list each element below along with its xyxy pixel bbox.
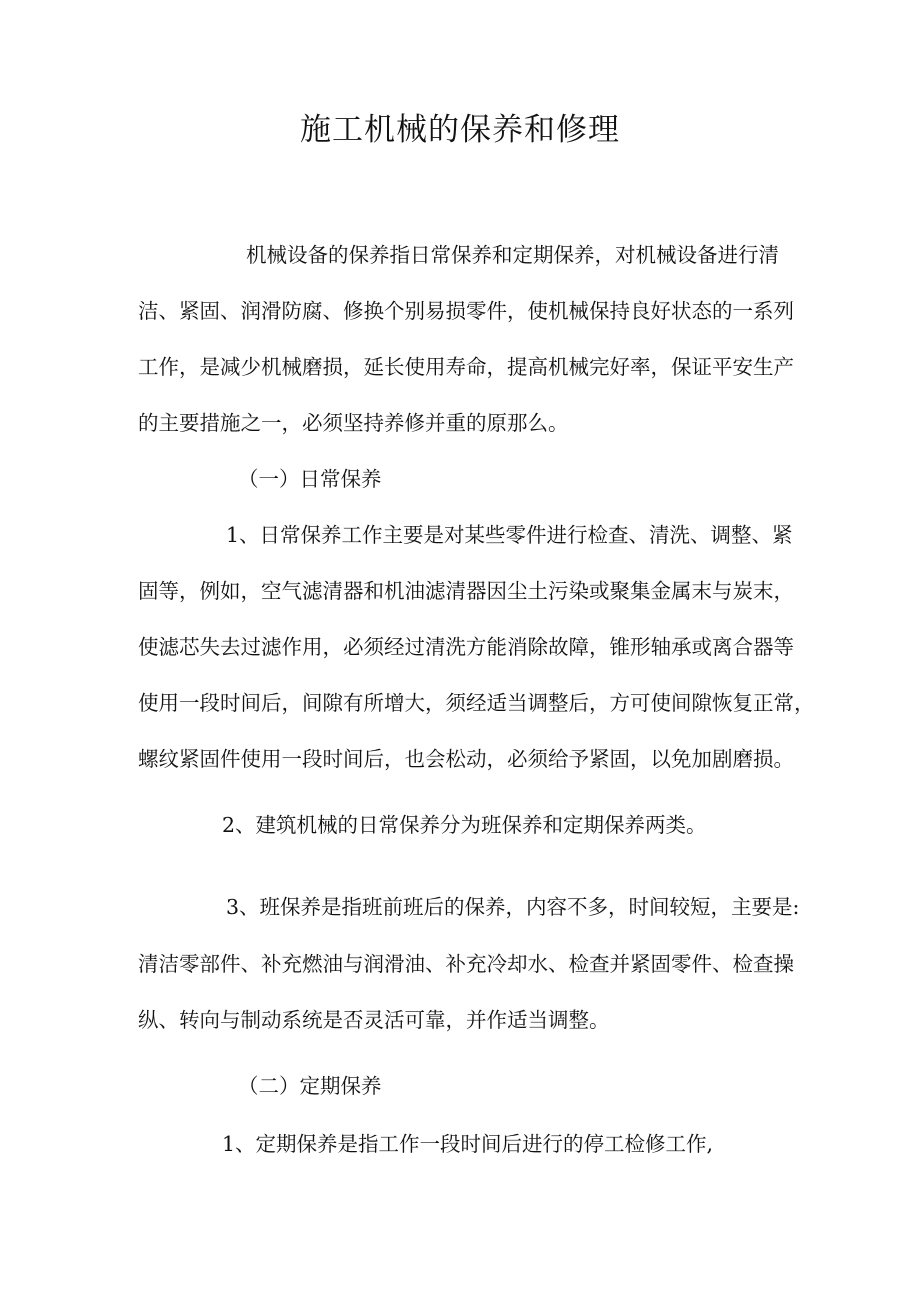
section1-item1-line-3: 使滤芯失去过滤作用，必须经过清洗方能消除故障，锥形轴承或离合器等 bbox=[138, 635, 794, 659]
intro-line-1: 机械设备的保养指日常保养和定期保养，对机械设备进行清 bbox=[246, 243, 779, 267]
section1-item3-line-1: 3、班保养是指班前班后的保养，内容不多，时间较短，主要是: bbox=[226, 895, 800, 919]
section1-heading: （一）日常保养 bbox=[238, 467, 382, 491]
section1-item3-line-2: 清洁零部件、补充燃油与润滑油、补充冷却水、检查并紧固零件、检查操 bbox=[138, 952, 794, 976]
section1-item1-line-5: 螺纹紧固件使用一段时间后，也会松动，必须给予紧固，以免加剧磨损。 bbox=[138, 747, 794, 771]
intro-line-4: 的主要措施之一，必须坚持养修并重的原那么。 bbox=[138, 411, 569, 435]
intro-line-2: 洁、紧固、润滑防腐、修换个别易损零件，使机械保持良好状态的一系列 bbox=[138, 299, 794, 323]
section1-item2-line-1: 2、建筑机械的日常保养分为班保养和定期保养两类。 bbox=[222, 813, 707, 837]
intro-line-3: 工作，是减少机械磨损，延长使用寿命，提高机械完好率，保证平安生产 bbox=[138, 355, 794, 379]
section1-item3-line-3: 纵、转向与制动系统是否灵活可靠，并作适当调整。 bbox=[138, 1008, 610, 1032]
section1-item1-line-1: 1、日常保养工作主要是对某些零件进行检查、清洗、调整、紧 bbox=[226, 523, 793, 547]
section1-item1-line-2: 固等，例如，空气滤清器和机油滤清器因尘土污染或聚集金属末与炭末， bbox=[138, 579, 794, 603]
document-title: 施工机械的保养和修理 bbox=[300, 112, 620, 148]
section1-item1-line-4: 使用一段时间后，间隙有所增大，须经适当调整后，方可使间隙恢复正常， bbox=[138, 691, 815, 715]
section2-item1-line-1: 1、定期保养是指工作一段时间后进行的停工检修工作, bbox=[222, 1132, 714, 1156]
section2-heading: （二）定期保养 bbox=[238, 1074, 382, 1098]
